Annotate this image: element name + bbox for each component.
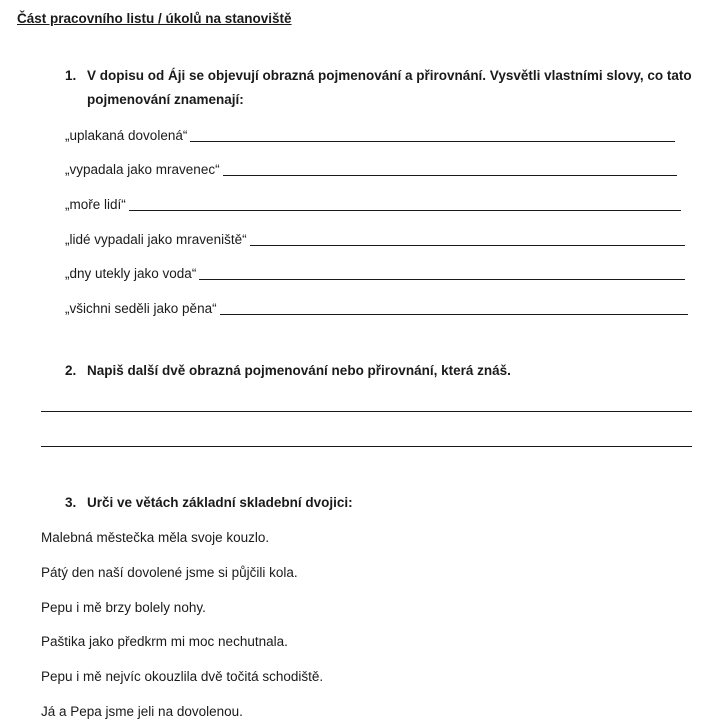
phrase-label: „lidé vypadali jako mraveniště“ <box>65 232 247 247</box>
answer-blank[interactable] <box>220 300 688 315</box>
task-2-heading: Napiš další dvě obrazná pojmenování nebo přirovnání, která znáš. <box>87 363 511 378</box>
phrase-label: „všichni seděli jako pěna“ <box>65 301 217 316</box>
task-2-number: 2. <box>65 363 77 378</box>
fill-row <box>65 299 688 317</box>
fill-row <box>65 264 685 282</box>
sentence: Pepu i mě nejvíc okouzlila dvě točitá schodiště. <box>41 669 324 684</box>
sentence: Paštika jako předkrm mi moc nechutnala. <box>41 634 288 649</box>
answer-line[interactable] <box>41 411 692 412</box>
fill-row <box>65 195 681 213</box>
fill-row <box>65 126 675 144</box>
answer-blank[interactable] <box>223 161 677 176</box>
task-1-number: 1. <box>65 68 77 83</box>
worksheet-title: Část pracovního listu / úkolů na stanoviště <box>17 11 292 26</box>
fill-row <box>65 160 677 178</box>
answer-blank[interactable] <box>250 231 685 246</box>
phrase-label: „dny utekly jako voda“ <box>65 266 197 281</box>
task-3-heading: Urči ve větách základní skladební dvojici: <box>87 495 353 510</box>
answer-blank[interactable] <box>199 265 685 280</box>
sentence: Pátý den naší dovolené jsme si půjčili kola. <box>41 565 298 580</box>
answer-line[interactable] <box>41 446 692 447</box>
answer-blank[interactable] <box>190 127 675 142</box>
fill-row <box>65 230 685 248</box>
phrase-label: „uplakaná dovolená“ <box>65 128 188 143</box>
answer-blank[interactable] <box>129 196 681 211</box>
sentence: Já a Pepa jsme jeli na dovolenou. <box>41 704 243 719</box>
sentence: Malebná městečka měla svoje kouzlo. <box>41 530 270 545</box>
phrase-label: „vypadala jako mravenec“ <box>65 162 220 177</box>
phrase-label: „moře lidí“ <box>65 197 126 212</box>
task-1-heading-line2: pojmenování znamenají: <box>87 92 244 107</box>
task-3-number: 3. <box>65 495 77 510</box>
task-1-heading-line1: V dopisu od Áji se objevují obrazná pojmenování a přirovnání. Vysvětli vlastními slovy, co tato <box>87 68 692 83</box>
sentence: Pepu i mě brzy bolely nohy. <box>41 600 206 615</box>
